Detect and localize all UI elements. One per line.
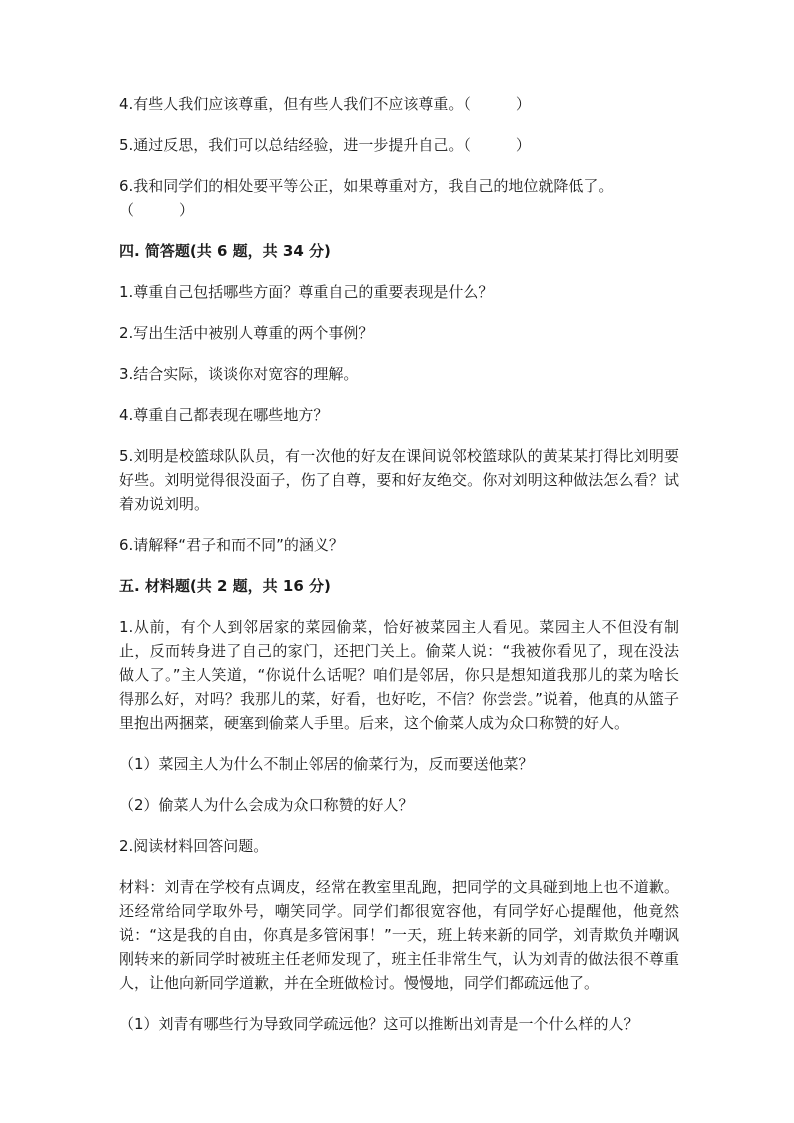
material-question-1-text: 1.从前，有个人到邻居家的菜园偷菜，恰好被菜园主人看见。菜园主人不但没有制止，反而转身进了自己的家门，还把门关上。偷菜人说：“我被你看见了，现在没法做人了。”主人笑道，“你说什么话呢？咱们是邻居，你只是想知道我那儿的菜为啥长得那么好，对吗？我那儿的菜，好看，也好吃，不信？你尝尝。”说着，他真的从篮子里抱出两捆菜，硬塞到偷菜人手里。后来，这个偷菜人成为众口称赞的好人。 <box>119 618 679 732</box>
short-answer-question-3: 3.结合实际，谈谈你对宽容的理解。 <box>119 365 359 383</box>
judgment-item-6-blank: （ ） <box>119 201 195 219</box>
judgment-item-6: 6.我和同学们的相处要平等公正，如果尊重对方，我自己的地位就降低了。 <box>119 177 614 195</box>
short-answer-question-5: 5.刘明是校篮球队队员，有一次他的好友在课间说邻校篮球队的黄某某打得比刘明要好些。刘明觉得很没面子，伤了自尊，要和好友绝交。你对刘明这种做法怎么看？试着劝说刘明。 <box>119 447 679 513</box>
section-5-title: 五. 材料题(共 2 题，共 16 分) <box>119 577 331 595</box>
short-answer-question-4: 4.尊重自己都表现在哪些地方？ <box>119 406 329 424</box>
judgment-item-4: 4.有些人我们应该尊重，但有些人我们不应该尊重。（ ） <box>119 95 531 113</box>
material-question-2-sub-1: （1）刘青有哪些行为导致同学疏远他？这可以推断出刘青是一个什么样的人？ <box>119 1015 639 1033</box>
judgment-item-5: 5.通过反思，我们可以总结经验，进一步提升自己。（ ） <box>119 136 531 154</box>
material-question-2-material: 材料：刘青在学校有点调皮，经常在教室里乱跑，把同学的文具碰到地上也不道歉。还经常给同学取外号，嘲笑同学。同学们都很宽容他，有同学好心提醒他，他竟然说：“这是我的自由，你真是多管闲事！”一天，班上转来新的同学，刘青欺负并嘲讽刚转来的新同学时被班主任老师发现了，班主任非常生气，认为刘青的做法很不尊重人，让他向新同学道歉，并在全班做检讨。慢慢地，同学们都疏远他了。 <box>119 878 679 992</box>
exam-page <box>119 92 679 1053</box>
short-answer-question-6: 6.请解释“君子和而不同”的涵义？ <box>119 536 344 554</box>
material-question-1-sub-1: （1）菜园主人为什么不制止邻居的偷菜行为，反而要送他菜？ <box>119 755 534 773</box>
material-question-2-heading: 2.阅读材料回答问题。 <box>119 837 269 855</box>
short-answer-question-2: 2.写出生活中被别人尊重的两个事例？ <box>119 324 374 342</box>
material-question-1-sub-2: （2）偷菜人为什么会成为众口称赞的好人？ <box>119 796 414 814</box>
short-answer-question-1: 1.尊重自己包括哪些方面？尊重自己的重要表现是什么？ <box>119 283 494 301</box>
section-4-title: 四. 简答题(共 6 题，共 34 分) <box>119 242 331 260</box>
